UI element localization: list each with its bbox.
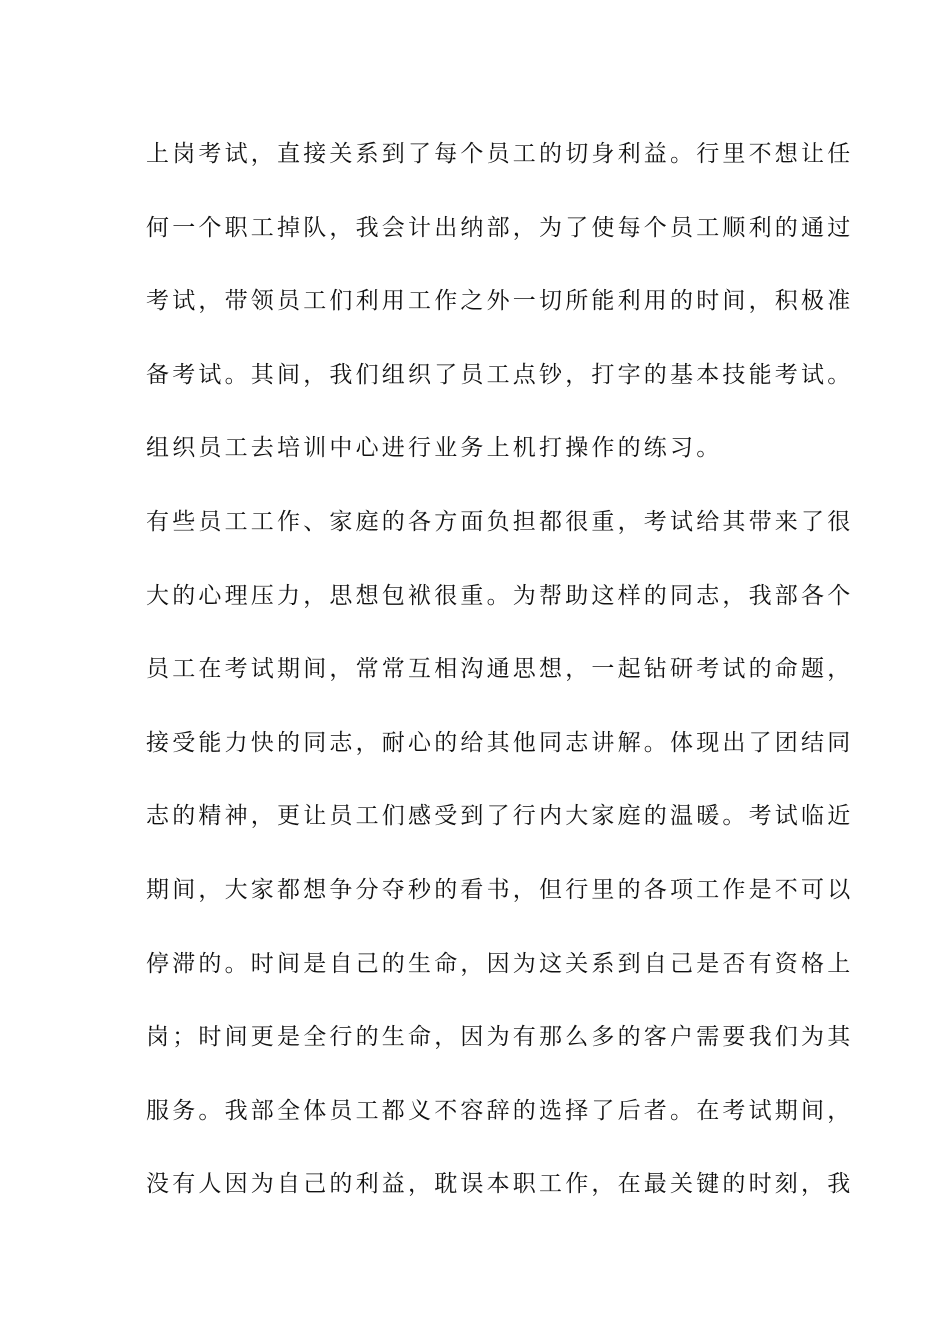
text-line: 志的精神，更让员工们感受到了行内大家庭的温暖。考试临近: [146, 803, 854, 830]
text-line: 上岗考试，直接关系到了每个员工的切身利益。行里不想让任: [146, 141, 854, 167]
text-line: 有些员工工作、家庭的各方面负担都很重，考试给其带来了很: [146, 508, 854, 535]
text-line: 员工在考试期间，常常互相沟通思想，一起钻研考试的命题，: [146, 656, 854, 683]
text-line: 何一个职工掉队，我会计出纳部，为了使每个员工顺利的通过: [146, 214, 854, 241]
text-line: 接受能力快的同志，耐心的给其他同志讲解。体现出了团结同: [146, 729, 854, 756]
text-line: 没有人因为自己的利益，耽误本职工作，在最关键的时刻，我: [146, 1171, 854, 1198]
text-line: 期间，大家都想争分夺秒的看书，但行里的各项工作是不可以: [146, 876, 854, 903]
text-line: 考试，带领员工们利用工作之外一切所能利用的时间，积极准: [146, 288, 854, 315]
text-line: 停滞的。时间是自己的生命，因为这关系到自己是否有资格上: [146, 950, 854, 977]
text-line: 组织员工去培训中心进行业务上机打操作的练习。: [146, 435, 723, 462]
text-line: 大的心理压力，思想包袱很重。为帮助这样的同志，我部各个: [146, 582, 854, 609]
body-text: [146, 131, 854, 1235]
text-line: 服务。我部全体员工都义不容辞的选择了后者。在考试期间，: [146, 1097, 854, 1124]
text-line: 备考试。其间，我们组织了员工点钞，打字的基本技能考试。: [146, 361, 854, 388]
text-line: 岗；时间更是全行的生命，因为有那么多的客户需要我们为其: [146, 1024, 854, 1051]
